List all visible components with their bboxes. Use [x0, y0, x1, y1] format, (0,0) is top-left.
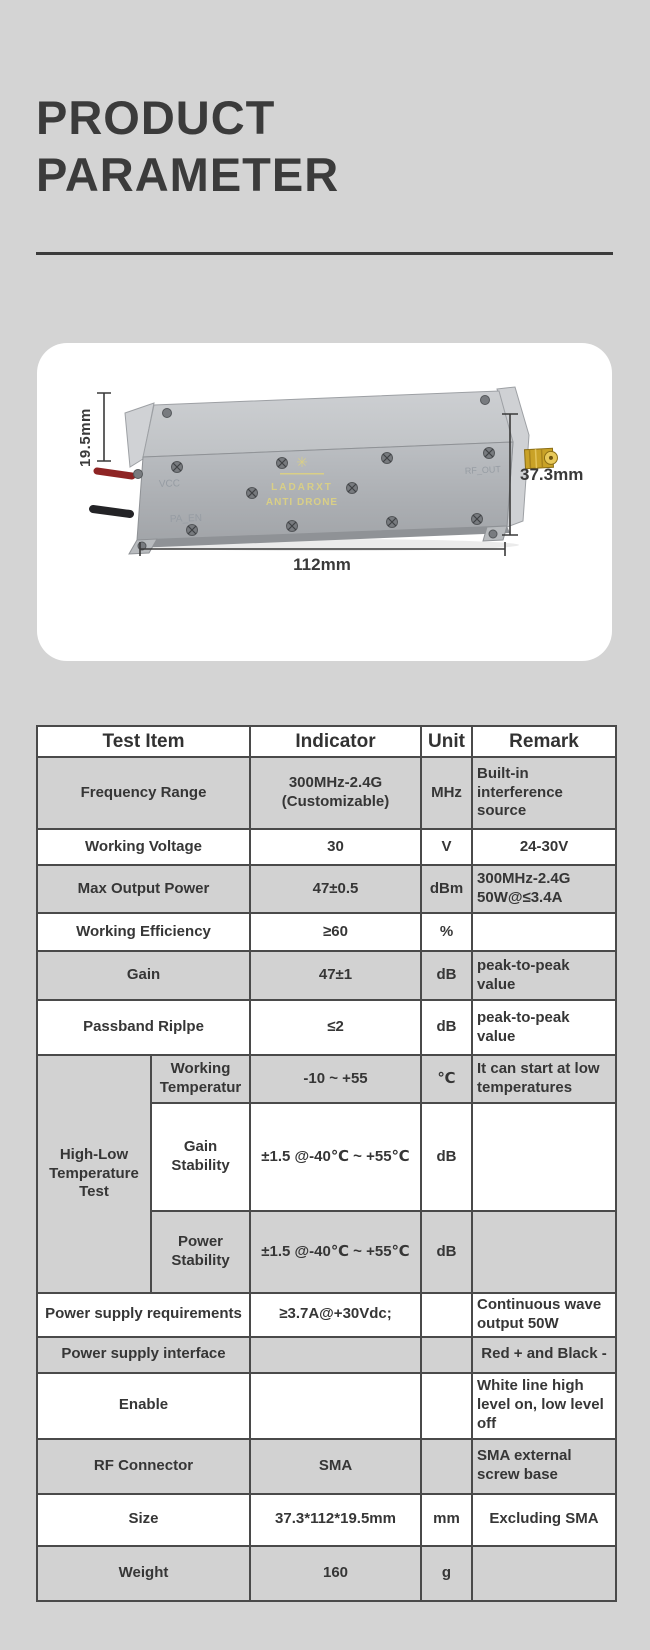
cell-item: Power supply requirements	[37, 1293, 250, 1337]
cell-unit: mm	[421, 1494, 472, 1546]
cell-unit: dB	[421, 1211, 472, 1293]
page-title-line2: PARAMETER	[36, 147, 340, 201]
table-row	[37, 1055, 616, 1103]
cell-unit: ℃	[421, 1055, 472, 1103]
page-title-line1: PRODUCT	[36, 91, 276, 144]
table-row	[37, 913, 616, 951]
dim-label-height-side: 19.5mm	[77, 408, 94, 467]
marking-pa-en-label: PA_EN	[169, 512, 203, 525]
product-photo	[37, 343, 612, 661]
table-row	[37, 1494, 616, 1546]
table-row	[37, 757, 616, 829]
cell-remark: peak-to-peak value	[472, 951, 616, 1000]
cell-indicator: ≤2	[250, 1000, 421, 1055]
cell-indicator: 47±0.5	[250, 865, 421, 913]
cell-unit: V	[421, 829, 472, 865]
svg-text:✳: ✳	[296, 454, 308, 470]
section-divider	[36, 252, 613, 255]
table-row	[37, 865, 616, 913]
table-row	[37, 1546, 616, 1601]
brand-logo-line2: ANTI DRONE	[265, 497, 339, 508]
cell-indicator: 37.3*112*19.5mm	[250, 1494, 421, 1546]
power-wire-red	[97, 471, 132, 476]
cell-unit	[421, 1293, 472, 1337]
cell-indicator: ≥3.7A@+30Vdc;	[250, 1293, 421, 1337]
header-unit: Unit	[421, 726, 472, 757]
header-indicator: Indicator	[250, 726, 421, 757]
cell-unit: dB	[421, 1103, 472, 1211]
cell-remark: 300MHz-2.4G 50W@≤3.4A	[472, 865, 616, 913]
page-title	[36, 90, 339, 204]
power-wire-black	[93, 509, 130, 514]
cell-remark: It can start at low temperatures	[472, 1055, 616, 1103]
marking-vcc-label: VCC	[158, 478, 181, 490]
cell-sub-item: Working Temperatur	[151, 1055, 250, 1103]
cell-remark	[472, 1546, 616, 1601]
table-row	[37, 1439, 616, 1494]
cell-indicator	[250, 1373, 421, 1439]
cell-item: Working Voltage	[37, 829, 250, 865]
cell-unit	[421, 1373, 472, 1439]
cell-remark: Excluding SMA	[472, 1494, 616, 1546]
table-row	[37, 1000, 616, 1055]
table-row	[37, 829, 616, 865]
cell-item: Enable	[37, 1373, 250, 1439]
cell-item: Frequency Range	[37, 757, 250, 829]
cell-remark: 24-30V	[472, 829, 616, 865]
cell-indicator	[250, 1337, 421, 1373]
header-test-item: Test Item	[37, 726, 250, 757]
cell-indicator: SMA	[250, 1439, 421, 1494]
cell-remark: SMA external screw base	[472, 1439, 616, 1494]
header-remark: Remark	[472, 726, 616, 757]
cell-indicator: 300MHz-2.4G (Customizable)	[250, 757, 421, 829]
marking-rf-out-label: RF_OUT	[464, 464, 502, 476]
cell-item: RF Connector	[37, 1439, 250, 1494]
product-card	[37, 343, 612, 661]
cell-unit	[421, 1439, 472, 1494]
cell-remark: Red + and Black -	[472, 1337, 616, 1373]
cell-remark: White line high level on, low level off	[472, 1373, 616, 1439]
table-row	[37, 1293, 616, 1337]
table-row	[37, 951, 616, 1000]
cell-remark: Built-in interference source	[472, 757, 616, 829]
cell-item: Max Output Power	[37, 865, 250, 913]
table-row	[37, 1337, 616, 1373]
cell-unit: dBm	[421, 865, 472, 913]
cell-indicator: 47±1	[250, 951, 421, 1000]
cell-item: Working Efficiency	[37, 913, 250, 951]
cell-indicator: ≥60	[250, 913, 421, 951]
cell-remark	[472, 1211, 616, 1293]
dim-label-length: 112mm	[293, 555, 351, 574]
cell-indicator: -10 ~ +55	[250, 1055, 421, 1103]
cell-unit	[421, 1337, 472, 1373]
cell-indicator: 160	[250, 1546, 421, 1601]
cell-remark: Continuous wave output 50W	[472, 1293, 616, 1337]
cell-group-label: High-Low Temperature Test	[37, 1055, 151, 1293]
cell-unit: g	[421, 1546, 472, 1601]
cell-item: Weight	[37, 1546, 250, 1601]
cell-unit: %	[421, 913, 472, 951]
dim-label-height: 37.3mm	[520, 465, 584, 484]
cell-remark: peak-to-peak value	[472, 1000, 616, 1055]
cell-unit: MHz	[421, 757, 472, 829]
cell-item: Gain	[37, 951, 250, 1000]
cell-item: Power supply interface	[37, 1337, 250, 1373]
cell-sub-item: Gain Stability	[151, 1103, 250, 1211]
cell-unit: dB	[421, 951, 472, 1000]
cell-unit: dB	[421, 1000, 472, 1055]
cell-item: Passband Riplpe	[37, 1000, 250, 1055]
cell-indicator: 30	[250, 829, 421, 865]
cell-sub-item: Power Stability	[151, 1211, 250, 1293]
cell-indicator: ±1.5 @-40℃ ~ +55℃	[250, 1103, 421, 1211]
table-row	[37, 1373, 616, 1439]
cell-remark	[472, 1103, 616, 1211]
cell-remark	[472, 913, 616, 951]
cell-indicator: ±1.5 @-40℃ ~ +55℃	[250, 1211, 421, 1293]
brand-logo-line1: LADARXT	[271, 482, 333, 493]
parameters-table	[36, 725, 617, 1602]
table-header-row	[37, 726, 616, 757]
cell-item: Size	[37, 1494, 250, 1546]
